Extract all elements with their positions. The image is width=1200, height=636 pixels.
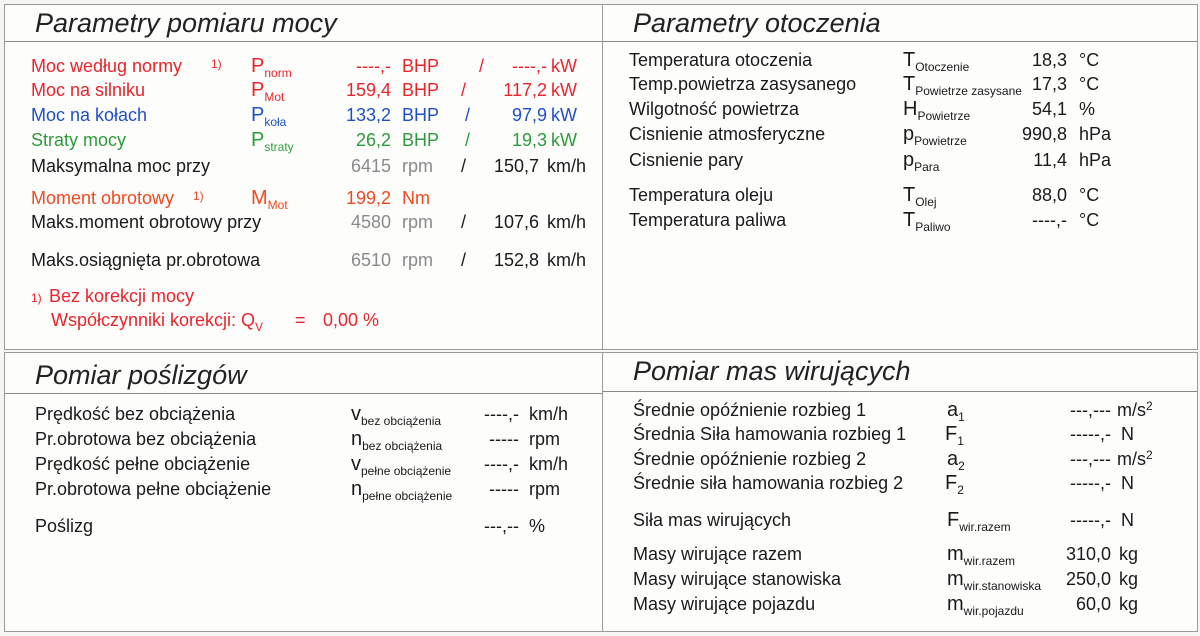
ambient-unit: °C <box>1079 50 1100 70</box>
power-unit-kw: kW <box>551 130 577 150</box>
separator: / <box>461 80 467 100</box>
mass-value: -----,- <box>1070 473 1111 493</box>
power-label: Moment obrotowy <box>31 188 175 208</box>
ambient-symbol: $T_{Powietrze zasysane}$ <box>903 73 1022 98</box>
ambient-row <box>603 209 1197 233</box>
separator: / <box>461 156 467 176</box>
power-unit-bhp: BHP <box>402 56 440 76</box>
power-label: Moc według normy <box>31 56 183 76</box>
ambient-symbol: $H_{Powietrze}$ <box>903 98 971 123</box>
speed-value: 152,8 <box>493 250 539 270</box>
power-unit-kw: kW <box>551 80 577 100</box>
power-symbol: $P_{straty}$ <box>251 129 294 154</box>
slip-row <box>5 515 603 539</box>
mass-symbol: $m_{wir.stanowiska}$ <box>947 568 1042 593</box>
ambient-label: Temperatura paliwa <box>629 210 787 230</box>
slip-row <box>5 428 603 452</box>
rpm-value: 6415 <box>350 156 391 176</box>
separator: / <box>461 250 467 270</box>
mass-value: 60,0 <box>1075 594 1111 614</box>
ambient-row <box>603 123 1197 147</box>
speed-unit: km/h <box>547 156 587 176</box>
ambient-panel-title: Parametry otoczenia <box>603 5 1197 42</box>
footnote <box>5 285 603 309</box>
power-panel <box>4 4 604 350</box>
mass-label: Średnie opóźnienie rozbieg 2 <box>633 449 867 469</box>
mass-unit: $m/s^2$ <box>1117 399 1153 420</box>
correction-label: Współczynniki korekcji: $Q_V$ <box>51 310 264 334</box>
rpm-unit: rpm <box>402 212 433 232</box>
mass-unit: kg <box>1119 569 1139 589</box>
power-symbol: $P_{koła}$ <box>251 104 287 129</box>
mass-value: ---,--- <box>1070 449 1111 469</box>
mass-unit: N <box>1121 473 1134 493</box>
mass-symbol: $F_1$ <box>945 423 964 448</box>
mass-unit: $m/s^2$ <box>1117 448 1153 469</box>
power-row-wheels <box>5 104 603 128</box>
speed-unit: km/h <box>547 212 587 232</box>
mass-panel-title: Pomiar mas wirujących <box>603 353 1197 392</box>
mass-row <box>603 472 1197 496</box>
power-value-kw: ----,- <box>512 56 547 76</box>
rpm-unit: rpm <box>402 250 433 270</box>
slip-unit: km/h <box>529 404 569 424</box>
speed-value: 150,7 <box>493 156 539 176</box>
correction-equals: = <box>295 310 306 330</box>
slip-symbol: $v_{pełne obciążenie}$ <box>351 453 452 478</box>
rpm-unit: rpm <box>402 156 433 176</box>
mass-value: 250,0 <box>1065 569 1111 589</box>
ambient-value: 990,8 <box>1021 124 1067 144</box>
power-row-max-power-at <box>5 155 603 179</box>
power-value-kw: 97,9 <box>511 105 547 125</box>
ambient-row <box>603 98 1197 122</box>
power-row-norm <box>5 55 603 79</box>
ambient-label: Temp.powietrza zasysanego <box>629 74 857 94</box>
torque-symbol: $M_{Mot}$ <box>251 187 288 212</box>
power-label: Maks.moment obrotowy przy <box>31 212 262 232</box>
mass-label: Siła mas wirujących <box>633 510 792 530</box>
separator: / <box>461 212 467 232</box>
mass-row <box>603 543 1197 567</box>
mass-unit: N <box>1121 424 1134 444</box>
power-value-bhp: 133,2 <box>345 105 391 125</box>
separator: / <box>465 130 471 150</box>
power-row-losses <box>5 129 603 153</box>
power-value-kw: 117,2 <box>503 80 547 100</box>
ambient-label: Temperatura oleju <box>629 185 774 205</box>
ambient-value: 18,3 <box>1031 50 1067 70</box>
mass-panel <box>602 352 1198 632</box>
rpm-value: 6510 <box>350 250 391 270</box>
mass-row <box>603 399 1197 423</box>
separator: / <box>465 105 471 125</box>
slip-label: Prędkość bez obciążenia <box>35 404 236 424</box>
power-unit-bhp: BHP <box>402 80 440 100</box>
ambient-row <box>603 184 1197 208</box>
mass-value: 310,0 <box>1065 544 1111 564</box>
footnote-marker: 1) <box>193 189 204 203</box>
mass-label: Masy wirujące pojazdu <box>633 594 816 614</box>
power-unit-kw: kW <box>551 56 577 76</box>
slip-symbol: $n_{bez obciążenia}$ <box>351 428 443 453</box>
ambient-unit: hPa <box>1079 150 1112 170</box>
power-unit-bhp: BHP <box>402 105 440 125</box>
power-unit-bhp: BHP <box>402 130 440 150</box>
slip-value: ----- <box>489 479 519 499</box>
mass-row <box>603 568 1197 592</box>
mass-symbol: $m_{wir.pojazdu}$ <box>947 593 1024 618</box>
slip-panel-title: Pomiar poślizgów <box>5 353 603 394</box>
mass-value: ---,--- <box>1070 400 1111 420</box>
speed-value: 107,6 <box>493 212 539 232</box>
speed-unit: km/h <box>547 250 587 270</box>
ambient-unit: °C <box>1079 74 1100 94</box>
ambient-label: Cisnienie atmosferyczne <box>629 124 826 144</box>
mass-label: Średnia Siła hamowania rozbieg 1 <box>633 424 907 444</box>
slip-row <box>5 453 603 477</box>
mass-row <box>603 593 1197 617</box>
footnote-text: Bez korekcji mocy <box>49 286 195 306</box>
slip-unit: % <box>529 516 546 536</box>
slip-unit: rpm <box>529 429 560 449</box>
mass-symbol: $F_{wir.razem}$ <box>947 509 1011 534</box>
mass-value: -----,- <box>1070 424 1111 444</box>
power-row-torque <box>5 187 603 211</box>
slip-value: ----- <box>489 429 519 449</box>
ambient-symbol: $p_{Powietrze}$ <box>903 123 967 148</box>
correction-factor <box>5 309 603 333</box>
power-label: Moc na silniku <box>31 80 146 100</box>
ambient-value: 88,0 <box>1031 185 1067 205</box>
power-unit-kw: kW <box>551 105 577 125</box>
power-label: Maks.osiągnięta pr.obrotowa <box>31 250 261 270</box>
mass-label: Średnie siła hamowania rozbieg 2 <box>633 473 904 493</box>
ambient-symbol: $T_{Otoczenie}$ <box>903 49 970 74</box>
slip-row <box>5 403 603 427</box>
mass-row <box>603 423 1197 447</box>
power-row-max-rpm <box>5 249 603 273</box>
power-label: Straty mocy <box>31 130 127 150</box>
ambient-label: Wilgotność powietrza <box>629 99 800 119</box>
mass-row <box>603 509 1197 533</box>
correction-value: 0,00 % <box>323 310 380 330</box>
power-symbol: $P_{norm}$ <box>251 55 292 80</box>
rpm-value: 4580 <box>350 212 391 232</box>
slip-label: Pr.obrotowa pełne obciążenie <box>35 479 272 499</box>
ambient-symbol: $T_{Olej}$ <box>903 184 937 209</box>
ambient-row <box>603 149 1197 173</box>
mass-symbol: $a_2$ <box>947 448 965 473</box>
footnote-marker: 1) <box>31 291 42 305</box>
ambient-unit: % <box>1079 99 1096 119</box>
mass-value: -----,- <box>1070 510 1111 530</box>
power-value-kw: 19,3 <box>511 130 547 150</box>
ambient-unit: °C <box>1079 210 1100 230</box>
ambient-value: 54,1 <box>1031 99 1067 119</box>
torque-value: 199,2 <box>345 188 391 208</box>
separator: / <box>479 56 485 76</box>
power-label: Moc na kołach <box>31 105 148 125</box>
mass-unit: N <box>1121 510 1134 530</box>
ambient-panel <box>602 4 1198 350</box>
power-symbol: $P_{Mot}$ <box>251 79 285 104</box>
slip-row <box>5 478 603 502</box>
mass-label: Masy wirujące razem <box>633 544 803 564</box>
mass-symbol: $m_{wir.razem}$ <box>947 543 1016 568</box>
ambient-label: Temperatura otoczenia <box>629 50 813 70</box>
slip-symbol: $v_{bez obciążenia}$ <box>351 403 442 428</box>
power-panel-title: Parametry pomiaru mocy <box>5 5 603 42</box>
power-value-bhp: ----,- <box>356 56 391 76</box>
ambient-value: 11,4 <box>1033 150 1067 170</box>
slip-value: ----,- <box>484 404 519 424</box>
ambient-value: 17,3 <box>1031 74 1067 94</box>
ambient-value: ----,- <box>1032 210 1067 230</box>
power-row-max-torque-at <box>5 211 603 235</box>
footnote-marker: 1) <box>211 57 222 71</box>
mass-label: Średnie opóźnienie rozbieg 1 <box>633 400 867 420</box>
slip-unit: km/h <box>529 454 569 474</box>
slip-label: Prędkość pełne obciążenie <box>35 454 251 474</box>
ambient-unit: hPa <box>1079 124 1112 144</box>
slip-panel <box>4 352 604 632</box>
power-label: Maksymalna moc przy <box>31 156 211 176</box>
slip-symbol: $n_{pełne obciążenie}$ <box>351 478 453 503</box>
slip-unit: rpm <box>529 479 560 499</box>
ambient-row <box>603 49 1197 73</box>
ambient-symbol: $T_{Paliwo}$ <box>903 209 951 234</box>
slip-value: ---,-- <box>484 516 519 536</box>
power-row-engine <box>5 79 603 103</box>
torque-unit: Nm <box>402 188 430 208</box>
mass-symbol: $F_2$ <box>945 472 964 497</box>
power-value-bhp: 159,4 <box>345 80 391 100</box>
slip-label: Pr.obrotowa bez obciążenia <box>35 429 257 449</box>
slip-label: Poślizg <box>35 516 94 536</box>
ambient-symbol: $p_{Para}$ <box>903 149 940 174</box>
ambient-label: Cisnienie pary <box>629 150 744 170</box>
slip-value: ----,- <box>484 454 519 474</box>
mass-unit: kg <box>1119 544 1139 564</box>
mass-row <box>603 448 1197 472</box>
power-value-bhp: 26,2 <box>355 130 391 150</box>
ambient-row <box>603 73 1197 97</box>
mass-unit: kg <box>1119 594 1139 614</box>
mass-label: Masy wirujące stanowiska <box>633 569 842 589</box>
mass-symbol: $a_1$ <box>947 399 965 424</box>
ambient-unit: °C <box>1079 185 1100 205</box>
